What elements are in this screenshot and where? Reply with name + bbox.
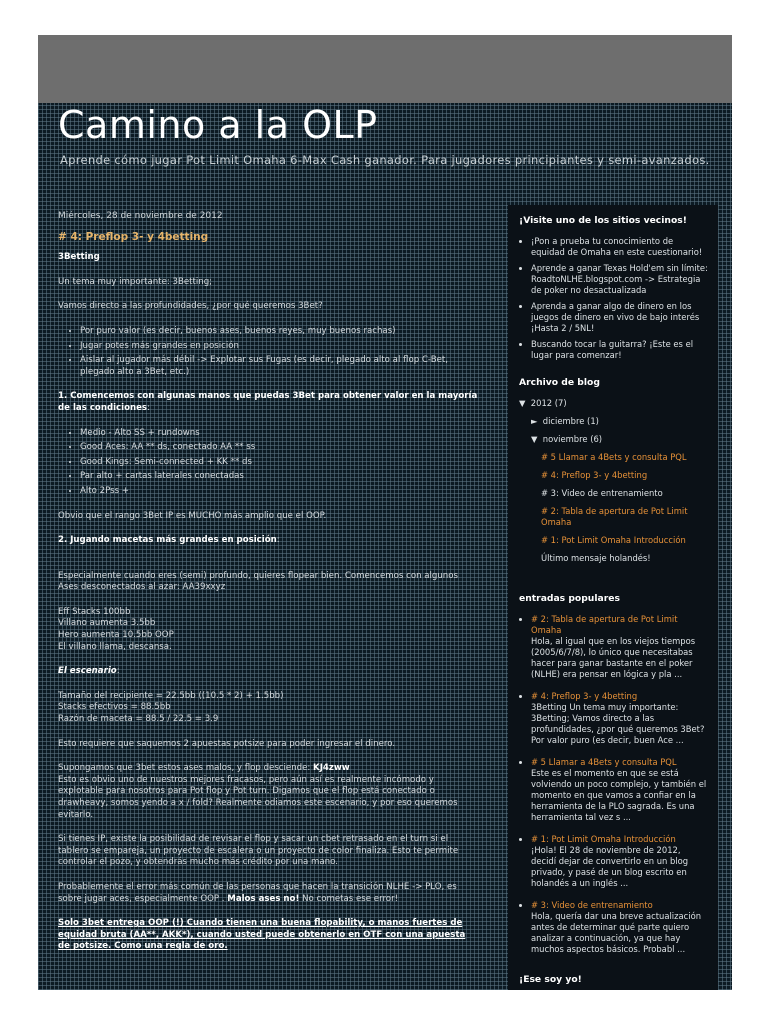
popular-widget: [508, 571, 718, 955]
calc-line: Razón de maceta = 88.5 / 22.5 = 3.9: [58, 714, 219, 725]
archive-month-label[interactable]: noviembre (6): [542, 434, 603, 444]
popular-snippet: ¡Hola! El 28 de noviembre de 2012, decidí dejar de convertirlo en un blog privado, y pasé de un blog escrito en holandés a un inglés ...: [531, 845, 689, 888]
archive-widget: [508, 375, 718, 564]
archive-month-label[interactable]: diciembre (1): [542, 416, 599, 426]
text: Esto es obvio uno de nuestros mejores fracasos, pero aún así es realmente incómodo y explotable para nosotros para Pot flop y Pot turn. Digamos que el flop está conectado o drawheavy, somos yendo a x / fold? Realmente odiamos este escenario, y por eso queremos evitarlo.: [58, 774, 458, 820]
popular-item: [531, 614, 708, 680]
widget-title: entradas populares: [519, 593, 620, 604]
popular-snippet: 3Betting Un tema muy importante: 3Betting; Vamos directo a las profundidades, ¿por qué queremos 3Bet? Por valor puro (es decir, buen Ace ...: [531, 702, 705, 745]
paragraph: [58, 882, 478, 905]
list-item: • Good Kings: Semi-connected + KK ** ds: [80, 457, 478, 469]
heading-colon: :: [147, 402, 150, 413]
calc-block: [58, 691, 478, 726]
neighbors-list: [519, 236, 708, 361]
board-text: KJ4zww: [313, 763, 350, 774]
list-item: • Medio - Alto SS + rundowns: [80, 428, 478, 440]
blog-description: Aprende cómo jugar Pot Limit Omaha 6-Max Cash ganador. Para jugadores principiantes y semi-avanzados.: [60, 153, 710, 167]
emphasis-text: Malos ases no!: [227, 893, 300, 904]
archive-post-link[interactable]: Último mensaje holandés!: [541, 553, 651, 563]
archive-post-link[interactable]: # 4: Preflop 3- y 4betting: [541, 470, 648, 480]
archive-post-link[interactable]: # 1: Pot Limit Omaha Introducción: [541, 535, 686, 545]
blog-header: [38, 103, 732, 211]
popular-snippet: Hola, al igual que en los viejos tiempos (2005/6/7/8), lo único que necesitabas hacer para ganar bastante en el poker (NLHE) era pensar en lógica y pla ...: [531, 636, 696, 679]
top-navbar: [38, 35, 732, 103]
popular-item: [531, 900, 708, 955]
paragraph: Solo 3bet entrega OOP (!) Cuando tienen una buena flopability, o manos fuertes de equidad bruta (AA**, AKK*), cuando usted puede obtenerlo en OTF con una apuesta de potsize. Como una regla de oro.: [58, 918, 466, 952]
heading-text: 2. Jugando macetas más grandes en posición: [58, 535, 277, 546]
list-item: • Par alto + cartas laterales conectadas: [80, 471, 478, 483]
archive-post-link[interactable]: # 5 Llamar a 4Bets y consulta PQL: [541, 452, 687, 462]
widget-title: ¡Ese soy yo!: [519, 974, 582, 985]
list-item: • Alto 2Pss +: [80, 486, 478, 498]
chevron-down-icon[interactable]: ▼: [531, 434, 538, 444]
archive-month[interactable]: [519, 416, 708, 427]
paragraph: Obvio que el rango 3Bet IP es MUCHO más amplio que el OOP.: [58, 510, 327, 521]
neighbors-widget: [508, 205, 718, 361]
section-heading: [58, 391, 478, 414]
popular-title-link[interactable]: • # 1: Pot Limit Omaha Introducción: [531, 834, 676, 844]
text: Supongamos que 3bet estos ases malos, y flop desciende:: [58, 763, 314, 774]
blog-title[interactable]: Camino a la OLP: [58, 103, 378, 147]
paragraph: [58, 763, 478, 821]
neighbor-link[interactable]: • Aprenda a ganar algo de dinero en los juegos de dinero en vivo de bajo interés ¡Hasta 2 / 5NL!: [531, 301, 708, 334]
widget-title: Archivo de blog: [519, 377, 600, 388]
scenario-colon: :: [116, 666, 120, 677]
scenario-label: [58, 666, 478, 678]
paragraph: Vamos directo a las profundidades, ¿por qué queremos 3Bet?: [58, 301, 323, 312]
text: Probablemente el error más común de las personas que hacen la transición NLHE -> PLO, es sobre jugar aces, especialmente OOP .: [58, 881, 457, 904]
list-item: • Good Aces: AA ** ds, conectado AA ** ss: [80, 442, 478, 454]
list-item: • Por puro valor (es decir, buenos ases, buenos reyes, muy buenos rachas): [80, 326, 478, 338]
neighbor-link[interactable]: • Aprende a ganar Texas Hold'em sin límite: RoadtoNLHE.blogspot.com -> Estrategia de poker no desactualizada: [531, 263, 708, 296]
popular-item: [531, 757, 708, 823]
archive-month[interactable]: [519, 434, 708, 445]
blog-page: [38, 35, 732, 990]
popular-item: [531, 691, 708, 746]
widget-title: ¡Visite uno de los sitios vecinos!: [519, 215, 687, 226]
heading-text: 1. Comencemos con algunas manos que puedas 3Bet para obtener valor en la mayoría de las condiciones: [58, 391, 478, 413]
reasons-list: [58, 326, 478, 378]
post-column: [58, 211, 478, 966]
list-item: • Aislar al jugador más débil -> Explotar sus Fugas (es decir, plegado alto al flop C-Bet, plegado alto a 3Bet, etc.): [80, 355, 478, 378]
post-date: Miércoles, 28 de noviembre de 2012: [58, 211, 223, 221]
paragraph: Un tema muy importante: 3Betting;: [58, 276, 213, 287]
popular-title-link[interactable]: • # 3: Video de entrenamiento: [531, 900, 653, 910]
sidebar: [508, 205, 718, 990]
scenario-text: El escenario: [58, 666, 117, 677]
section-heading: 3Betting: [58, 252, 100, 263]
archive-post-link[interactable]: # 2: Tabla de apertura de Pot Limit Omaha: [541, 506, 688, 527]
calc-line: Tamaño del recipiente = 22.5bb ((10.5 * 2) + 1.5bb): [58, 690, 284, 701]
paragraph: Si tienes IP, existe la posibilidad de revisar el flop y sacar un cbet retrasado en el turn si el tablero se empareja, un proyecto de escalera o un proyecto de color finaliza. Esto te permite controlar el pozo, y obtendrás mucho más crédito por una mano.: [58, 834, 459, 868]
text: No cometas ese error!: [299, 893, 399, 904]
popular-snippet: Este es el momento en que se está volviendo un poco complejo, y también el momento en que vamos a confiar en la herramienta de la PLO sagrada. Es una herramienta tal vez s ...: [531, 768, 707, 822]
stack-line: Hero aumenta 10.5bb OOP: [58, 630, 174, 641]
paragraph: Especialmente cuando eres (semi) profundo, quieres flopear bien. Comencemos con algunos Ases desconectados al azar: AA39xxyz: [58, 570, 458, 593]
stack-line: Eff Stacks 100bb: [58, 606, 131, 617]
stack-line: Villano aumenta 3.5bb: [58, 618, 156, 629]
archive-year-label[interactable]: 2012 (7): [530, 398, 567, 408]
stacks-block: [58, 607, 478, 653]
popular-title-link[interactable]: • # 2: Tabla de apertura de Pot Limit Omaha: [531, 614, 678, 635]
neighbor-link[interactable]: • Buscando tocar la guitarra? ¡Este es el lugar para comenzar!: [531, 339, 708, 361]
paragraph: Esto requiere que saquemos 2 apuestas potsize para poder ingresar el dinero.: [58, 738, 396, 749]
popular-title-link[interactable]: • # 5 Llamar a 4Bets y consulta PQL: [531, 757, 677, 767]
calc-line: Stacks efectivos = 88.5bb: [58, 702, 171, 713]
hands-list: [58, 428, 478, 498]
chevron-down-icon[interactable]: ▼: [519, 398, 526, 408]
popular-item: [531, 834, 708, 889]
post-title[interactable]: # 4: Preflop 3- y 4betting: [58, 230, 209, 243]
archive-year[interactable]: [519, 398, 708, 409]
archive-post-link[interactable]: # 3: Video de entrenamiento: [541, 488, 663, 498]
heading-colon: :: [276, 535, 280, 546]
stack-line: El villano llama, descansa.: [58, 641, 172, 652]
popular-list: [519, 614, 708, 955]
neighbor-link[interactable]: • ¡Pon a prueba tu conocimiento de equidad de Omaha en este cuestionario!: [531, 236, 708, 258]
about-widget: [508, 966, 718, 985]
chevron-right-icon[interactable]: ►: [531, 416, 538, 426]
archive-tree: [519, 398, 708, 564]
popular-title-link[interactable]: • # 4: Preflop 3- y 4betting: [531, 691, 638, 701]
popular-snippet: Hola, quería dar una breve actualización antes de determinar qué parte quiero analizar a continuación, ya que hay muchos aspectos básicos. Probabl ...: [531, 911, 702, 954]
section-heading: [58, 535, 478, 547]
list-item: • Jugar potes más grandes en posición: [80, 341, 478, 353]
